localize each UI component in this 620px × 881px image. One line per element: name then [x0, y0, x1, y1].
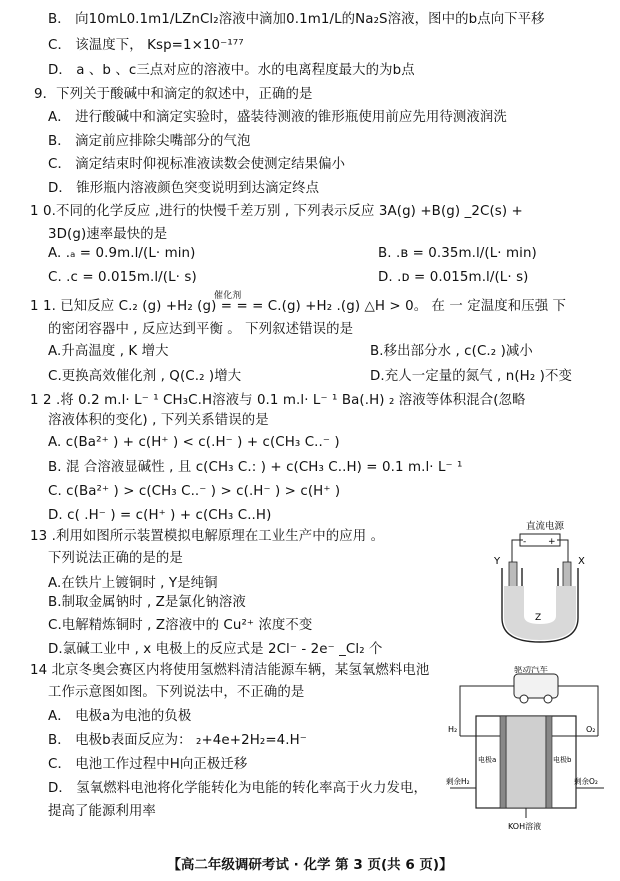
electrode-b-label: 电极b: [553, 756, 572, 764]
question-10-stem-cont: 3D(g)速率最快的是: [48, 227, 168, 242]
h2-inlet-label: H₂: [448, 725, 458, 734]
question-9-stem: 9．下列关于酸碱中和滴定的叙述中，正确的是: [34, 87, 313, 102]
q11-option-a: A.升高温度 , K 增大: [48, 344, 169, 359]
question-13-stem-cont: 下列说法正确的是的是: [48, 551, 183, 566]
q13-option-b: B.制取金属钠时 , Z是氯化钠溶液: [48, 595, 246, 610]
page-footer: 【高二年级调研考试 · 化学 第 3 页(共 6 页)】: [167, 857, 453, 873]
car-label: 驱动汽车: [514, 666, 549, 675]
car-wheel-left-icon: [520, 695, 528, 703]
q12-option-a: A. c(Ba²⁺ ) + c(H⁺ ) < c(.H⁻ ) + c(CH₃ C..⁻ ): [48, 435, 340, 450]
q12-option-c: C. c(Ba²⁺ ) > c(CH₃ C..⁻ ) > c(.H⁻ ) > c(H⁺ ): [48, 484, 341, 499]
q14-option-a: A． 电极a为电池的负极: [48, 709, 192, 724]
h2-outlet-label: 剩余H₂: [446, 777, 470, 786]
minus-label: -: [523, 537, 527, 547]
q10-option-a: A. .ₐ = 0.9m.l/(L· min): [48, 246, 196, 261]
electrode-a: [500, 716, 506, 808]
question-12-stem-cont: 溶液体积的变化) , 下列关系错误的是: [48, 413, 269, 428]
electrolyte-chamber: [506, 716, 546, 808]
q14-option-d-cont: 提高了能源利用率: [48, 804, 156, 819]
q14-option-c: C． 电池工作过程中H向正极迁移: [48, 757, 248, 772]
question-12-stem: 1 2 .将 0.2 m.l· L⁻ ¹ CH₃C.H溶液与 0.1 m.l· L⁻ ¹ Ba(.H) ₂ 溶液等体积混合(忽略: [30, 393, 526, 408]
q10-option-b: B. .ʙ = 0.35m.l/(L· min): [378, 246, 537, 261]
q10-option-c: C. .ᴄ = 0.015m.l/(L· s): [48, 270, 197, 285]
power-source-label: 直流电源: [526, 521, 565, 532]
q10-option-d: D. .ᴅ = 0.015m.l/(L· s): [378, 270, 529, 285]
question-10-stem: 1 0.不同的化学反应 ,进行的快慢千差万别 , 下列表示反应 3A(g) +B(g) _2C(s) +: [30, 204, 523, 219]
q9-option-d: D． 锥形瓶内溶液颜色突变说明到达滴定终点: [48, 181, 320, 196]
question-14-stem-cont: 工作示意图如图。下列说法中，不正确的是: [48, 685, 305, 700]
question-11-stem-cont: 的密闭容器中 , 反应达到平衡 。 下列叙述错误的是: [48, 322, 354, 337]
catalyst-note: 催化剂: [214, 291, 242, 301]
car-icon: [514, 674, 558, 698]
q11-option-c: C.更换高效催化剂 , Q(C.₂ )增大: [48, 369, 242, 384]
question-11-stem: 1 1. 已知反应 C.₂ (g) +H₂ (g) = = = C.(g) +H₂ .(g) △H > 0。 在 一 定温度和压强 下: [30, 299, 567, 314]
option-b-line: B． 向10mL0.1m1/LZnCl₂溶液中滴加0.1m1/L的Na₂S溶液，图中的b点向下平移: [48, 12, 545, 27]
o2-outlet-label: 剩余O₂: [574, 777, 598, 786]
car-wheel-right-icon: [544, 695, 552, 703]
option-d-line: D． a 、b 、c三点对应的溶液中。水的电离程度最大的为b点: [48, 63, 415, 78]
y-electrode-label: Y: [494, 556, 501, 567]
z-solution-label: Z: [535, 613, 542, 623]
x-electrode-label: X: [578, 556, 585, 567]
q12-option-b: B. 混 合溶液显碱性 , 且 c(CH₃ C.: ) + c(CH₃ C..H) = 0.1 m.l· L⁻ ¹: [48, 460, 463, 475]
electrode-b: [546, 716, 552, 808]
electrolyte-label: KOH溶液: [508, 822, 542, 831]
question-13-stem: 13 .利用如图所示装置模拟电解原理在工业生产中的应用 。: [30, 529, 385, 544]
q14-option-d: D． 氢氧燃料电池将化学能转化为电能的转化率高于火力发电，: [48, 781, 428, 796]
q9-option-b: B． 滴定前应排除尖嘴部分的气泡: [48, 134, 251, 149]
q11-option-b: B.移出部分水 , c(C.₂ )减小: [370, 344, 533, 359]
q9-option-a: A． 进行酸碱中和滴定实验时，盛装待测液的锥形瓶使用前应先用待测液润洗: [48, 110, 507, 125]
q13-option-d: D.氯碱工业中 , x 电极上的反应式是 2Cl⁻ - 2e⁻ _Cl₂ 个: [48, 642, 383, 657]
electrolysis-apparatus-figure: [490, 518, 590, 648]
electrode-a-label: 电极a: [478, 756, 497, 764]
plus-label: +: [548, 537, 556, 547]
q12-option-d: D. c( .H⁻ ) = c(H⁺ ) + c(CH₃ C..H): [48, 508, 272, 523]
q13-option-a: A.在铁片上镀铜时 , Y是纯铜: [48, 576, 218, 591]
q11-option-d: D.充人一定量的氮气 , n(H₂ )不变: [370, 369, 572, 384]
fuel-cell-figure: [446, 666, 608, 836]
o2-inlet-label: O₂: [586, 725, 596, 734]
q13-option-c: C.电解精炼铜时 , Z溶液中的 Cu²⁺ 浓度不变: [48, 618, 313, 633]
option-c-line: C． 该温度下， Ksp=1×10⁻¹⁷⁷: [48, 38, 244, 53]
q14-option-b: B． 电极b表面反应为： ₂+4e+2H₂=4.H⁻: [48, 733, 307, 748]
q9-option-c: C． 滴定结束时仰视标准液读数会使测定结果偏小: [48, 157, 346, 172]
question-14-stem: 14 北京冬奥会赛区内将使用氢燃料清洁能源车辆，某氢氧燃料电池: [30, 663, 430, 678]
